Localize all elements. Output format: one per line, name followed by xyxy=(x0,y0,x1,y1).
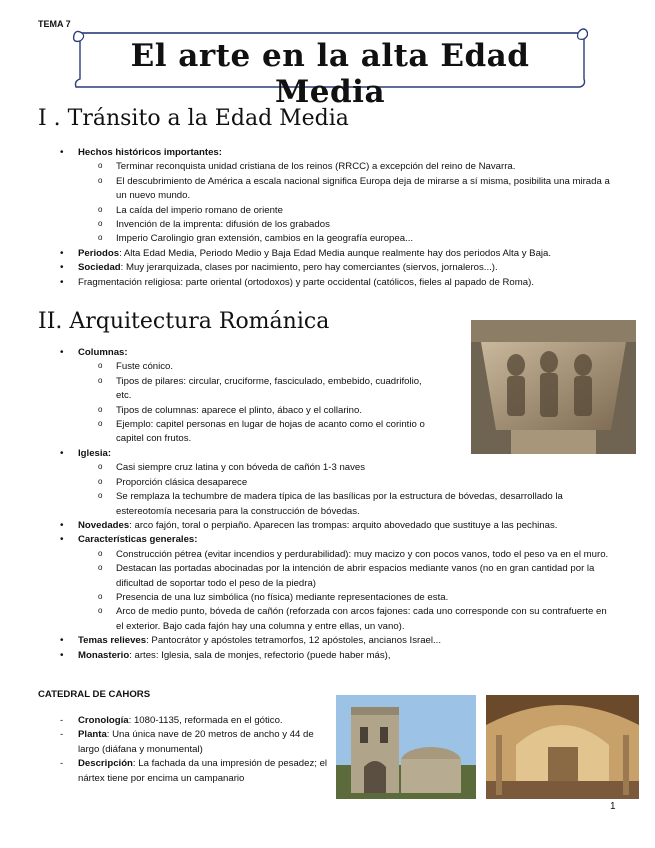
list-item: o El descubrimiento de América a escala nacional significa Europa deja de mirarse a sí misma, posibilita una mirada a un nuevo mundo. xyxy=(116,175,616,204)
catedral-heading: CATEDRAL DE CAHORS xyxy=(38,689,151,700)
list-item: o Ejemplo: capitel personas en lugar de hojas de acanto como el corintio o capitel con frutos. xyxy=(116,418,436,447)
title-scroll-banner xyxy=(72,27,588,110)
list-item: o Terminar reconquista unidad cristiana de los reinos (RRCC) a excepción del reino de Navarra. xyxy=(116,160,616,174)
sub-list xyxy=(116,360,436,446)
list-item: o Destacan las portadas abocinadas por la intención de abrir espacios mediante vanos (no en gran cantidad por la dificultad de soportar todo el peso de la piedra) xyxy=(116,562,616,591)
iglesia-list xyxy=(78,447,618,663)
list-item: • Características generales: o Construcción pétrea (evitar incendios y perdurabilidad): muy macizo y con pocos vanos, todo el peso va en el muro. o Destacan las portadas abocinadas por la intención de abrir espacios mediante vanos (no en gran cantidad por la dificultad de soportar todo el peso de la piedra) o Presencia de una luz simbólica (no física) mediante representaciones de esta. o Arco de medio punto, bóveda de cañón (reforzada con arcos fajones: cada uno corresponde con su contrafuerte en el exterior. Bajo cada fajón hay una columna y entre ellas, un vano). xyxy=(78,533,618,634)
cathedral-interior-image xyxy=(486,695,639,799)
cathedral-exterior-image xyxy=(336,695,476,799)
list-item: • Iglesia: o Casi siempre cruz latina y con bóveda de cañón 1-3 naves o Proporción clásica desaparece o Se remplaza la techumbre de madera típica de las basílicas por la estructura de bóvedas, desarrollado la estereotomía necesaria para la construcción de bóvedas. xyxy=(78,447,618,519)
page-title: El arte en la alta Edad Media xyxy=(130,38,530,110)
list-item: • Periodos: Alta Edad Media, Periodo Medio y Baja Edad Media aunque realmente hay dos periodos Alta y Baja. xyxy=(78,247,618,261)
list-item: o Construcción pétrea (evitar incendios y perdurabilidad): muy macizo y con pocos vanos, todo el peso va en el muro. xyxy=(116,548,616,562)
list-item: o Arco de medio punto, bóveda de cañón (reforzada con arcos fajones: cada uno corresponde con su contrafuerte en el exterior. Bajo cada fajón hay una columna y entre ellas, un vano). xyxy=(116,605,616,634)
columnas-list xyxy=(78,346,458,447)
list-item: • Sociedad: Muy jerarquizada, clases por nacimiento, pero hay comerciantes (siervos, jornaleros...). xyxy=(78,261,618,275)
list-item: o Imperio Carolingio gran extensión, cambios en la geografía europea... xyxy=(116,232,616,246)
list-item: o Presencia de una luz simbólica (no física) mediante representaciones de esta. xyxy=(116,591,616,605)
list-item: • Fragmentación religiosa: parte oriental (ortodoxos) y parte occidental (católicos, fieles al papado de Roma). xyxy=(78,276,618,290)
section1-list xyxy=(78,146,618,290)
list-item: o Se remplaza la techumbre de madera típica de las basílicas por la estructura de bóvedas, desarrollado la estereotomía necesaria para la construcción de bóvedas. xyxy=(116,490,616,519)
list-item: - Planta: Una única nave de 20 metros de ancho y 44 de largo (diáfana y monumental) xyxy=(78,728,328,757)
catedral-list xyxy=(78,714,328,786)
list-item: o La caída del imperio romano de oriente xyxy=(116,204,616,218)
sub-list xyxy=(116,461,616,519)
list-item: - Cronología: 1080-1135, reformada en el gótico. xyxy=(78,714,328,728)
list-item: o Fuste cónico. xyxy=(116,360,436,374)
capital-sculpture-image xyxy=(471,320,636,454)
list-item: • Novedades: arco fajón, toral o perpiaño. Aparecen las trompas: arquito abovedado que sustituye a las pechinas. xyxy=(78,519,618,533)
list-item: o Casi siempre cruz latina y con bóveda de cañón 1-3 naves xyxy=(116,461,616,475)
list-item: o Tipos de columnas: aparece el plinto, ábaco y el collarino. xyxy=(116,404,436,418)
list-item xyxy=(78,146,618,247)
sub-list xyxy=(116,160,616,246)
list-item: o Tipos de pilares: circular, cruciforme, fasciculado, embebido, cuadrifolio, etc. xyxy=(116,375,436,404)
section-heading-arquitectura: II. Arquitectura Románica xyxy=(38,309,330,334)
list-item: - Descripción: La fachada da una impresión de pesadez; el nártex tiene por encima un campanario xyxy=(78,757,328,786)
list-item: • Monasterio: artes: Iglesia, sala de monjes, refectorio (puede haber más), xyxy=(78,649,618,663)
page-number: 1 xyxy=(610,801,616,812)
item-label: Hechos históricos importantes: xyxy=(78,147,222,158)
section-heading-transito: I . Tránsito a la Edad Media xyxy=(38,106,349,131)
list-item: o Proporción clásica desaparece xyxy=(116,476,616,490)
sub-list xyxy=(116,548,616,634)
tema-label: TEMA 7 xyxy=(38,19,71,29)
list-item: • Columnas: o Fuste cónico. o Tipos de pilares: circular, cruciforme, fasciculado, embebido, cuadrifolio, etc. o Tipos de columnas: aparece el plinto, ábaco y el collarino. o Ejemplo: capitel personas en lugar de hojas de acanto como el corintio o capitel con frutos. xyxy=(78,346,458,447)
list-item: o Invención de la imprenta: difusión de los grabados xyxy=(116,218,616,232)
list-item: • Temas relieves: Pantocrátor y apóstoles tetramorfos, 12 apóstoles, ancianos Israel... xyxy=(78,634,618,648)
